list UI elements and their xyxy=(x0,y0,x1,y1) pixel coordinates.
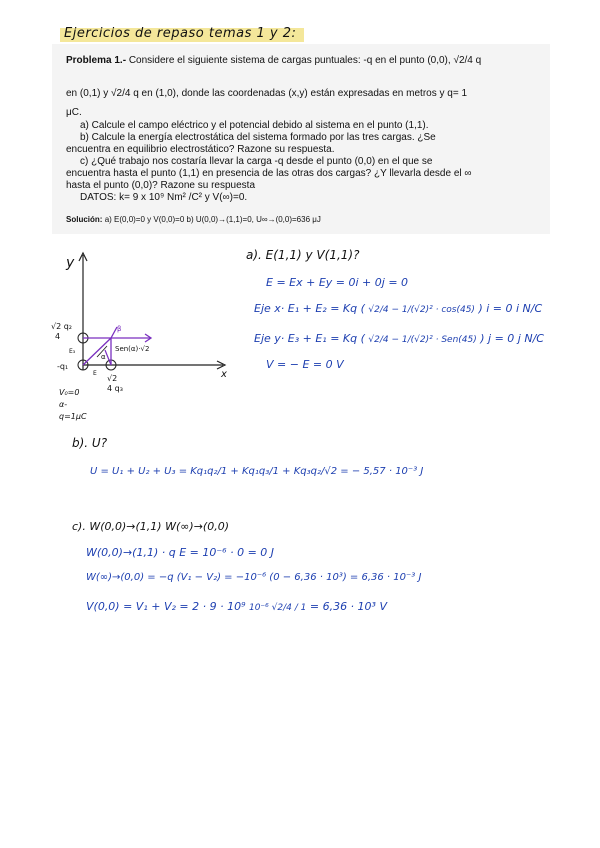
part-a-eq-3-fraction: √2/4 − 1/(√2)² · Sen(45) xyxy=(368,335,477,345)
solution-line xyxy=(66,214,321,226)
part-b-eq: U = U₁ + U₂ + U₃ = Kq₁q₂/1 + Kq₁q₃/1 + Kq₃q₂/√2 = − 5,57 · 10⁻³ J xyxy=(90,466,424,477)
part-c-eq-3-fraction: 10⁻⁶ √2/4 / 1 xyxy=(248,603,307,613)
charge-diagram xyxy=(45,245,235,425)
problem-line-3: μC. xyxy=(66,107,82,118)
problem-text-1: Considere el siguiente sistema de cargas puntuales: -q en el punto (0,0), xyxy=(128,55,451,66)
part-c-eq-2: W(∞)→(0,0) = −q (V₁ − V₂) = −10⁻⁶ (0 − 6,36 · 10³) = 6,36 · 10⁻³ J xyxy=(86,572,422,583)
q2-label: √2 q₂ xyxy=(51,322,73,331)
note-q: q=1μC xyxy=(59,412,87,421)
e1-label: E xyxy=(93,370,97,377)
item-b-2: encuentra en equilibrio electrostático? Razone su respuesta. xyxy=(66,144,335,155)
part-a-eq-4: V = − E = 0 V xyxy=(266,358,344,371)
x-axis-label: x xyxy=(221,369,227,380)
problem-text-2a: en (0,1) y xyxy=(66,88,109,99)
problem-text-2b: en (1,0), donde las coordenadas (x,y) están expresadas en metros y q= 1 xyxy=(141,88,468,99)
field-label: Sen(α)·√2 xyxy=(115,345,150,353)
part-c-label: c). W(0,0)→(1,1) W(∞)→(0,0) xyxy=(72,520,229,533)
document-title: Ejercicios de repaso temas 1 y 2: xyxy=(64,26,297,41)
problem-heading: Problema 1.- xyxy=(66,55,127,66)
part-a-eq-3 xyxy=(254,332,544,345)
fraction-q-1: √2/4 q xyxy=(453,55,482,66)
part-c-eq-1: W(0,0)→(1,1) · q E = 10⁻⁶ · 0 = 0 J xyxy=(86,546,275,559)
field-e3-vector xyxy=(105,350,111,365)
item-c-3: hasta el punto (0,0)? Razone su respuesta xyxy=(66,180,256,191)
q3-denominator: 4 q₃ xyxy=(107,384,123,393)
part-a-eq-2 xyxy=(254,302,542,315)
part-a-eq-2-right: ) i = 0 i N/C xyxy=(478,302,543,315)
solution-label: Solución: xyxy=(66,215,103,224)
datos-line: DATOS: k= 9 x 10⁹ Nm² /C² y V(∞)=0. xyxy=(80,192,248,203)
item-b-1: b) Calcule la energía electrostática del sistema formado por las tres cargas. ¿Se xyxy=(80,132,436,143)
line-q1-point xyxy=(83,338,111,365)
alpha-label: α xyxy=(101,353,106,361)
fraction-q-2: √2/4 q xyxy=(111,88,139,99)
solution-text: a) E(0,0)=0 y V(0,0)=0 b) U(0,0)→(1,1)=0, U∞→(0,0)=636 μJ xyxy=(104,215,321,224)
part-a-eq-2-left: Eje x· E₁ + E₂ = Kq ( xyxy=(254,302,365,315)
problem-line-2 xyxy=(66,88,467,100)
e3-label: E₃ xyxy=(69,348,76,355)
part-a-eq-3-right: ) j = 0 j N/C xyxy=(480,332,544,345)
item-c-2: encuentra hasta el punto (1,1) en presencia de las otras dos cargas? ¿Y llevarla desde el ∞ xyxy=(66,168,472,179)
q3-label: √2 xyxy=(107,374,118,383)
y-axis-label: y xyxy=(66,255,75,271)
beta-label: β xyxy=(117,325,122,333)
part-c-eq-3-left: V(0,0) = V₁ + V₂ = 2 · 9 · 10⁹ xyxy=(86,600,246,613)
problem-line-1 xyxy=(66,55,481,67)
q1-label: -q₁ xyxy=(57,362,69,371)
q2-denominator: 4 xyxy=(55,332,61,341)
note-v0: V₀=0 xyxy=(59,388,80,397)
part-a-eq-3-left: Eje y· E₃ + E₁ = Kq ( xyxy=(254,332,365,345)
note-alpha: α- xyxy=(59,400,68,409)
part-c-eq-3-right: = 6,36 · 10³ V xyxy=(309,600,387,613)
part-a-eq-1: E = Ex + Ey = 0i + 0j = 0 xyxy=(266,276,409,289)
part-c-eq-3 xyxy=(86,600,387,613)
item-a: a) Calcule el campo eléctrico y el potencial debido al sistema en el punto (1,1). xyxy=(80,120,429,131)
part-b-label: b). U? xyxy=(72,436,108,450)
item-c-1: c) ¿Qué trabajo nos costaría llevar la carga -q desde el punto (0,0) en el que se xyxy=(80,156,433,167)
part-a-eq-2-fraction: √2/4 − 1/(√2)² · cos(45) xyxy=(368,305,475,315)
part-a-label: a). E(1,1) y V(1,1)? xyxy=(246,248,360,262)
